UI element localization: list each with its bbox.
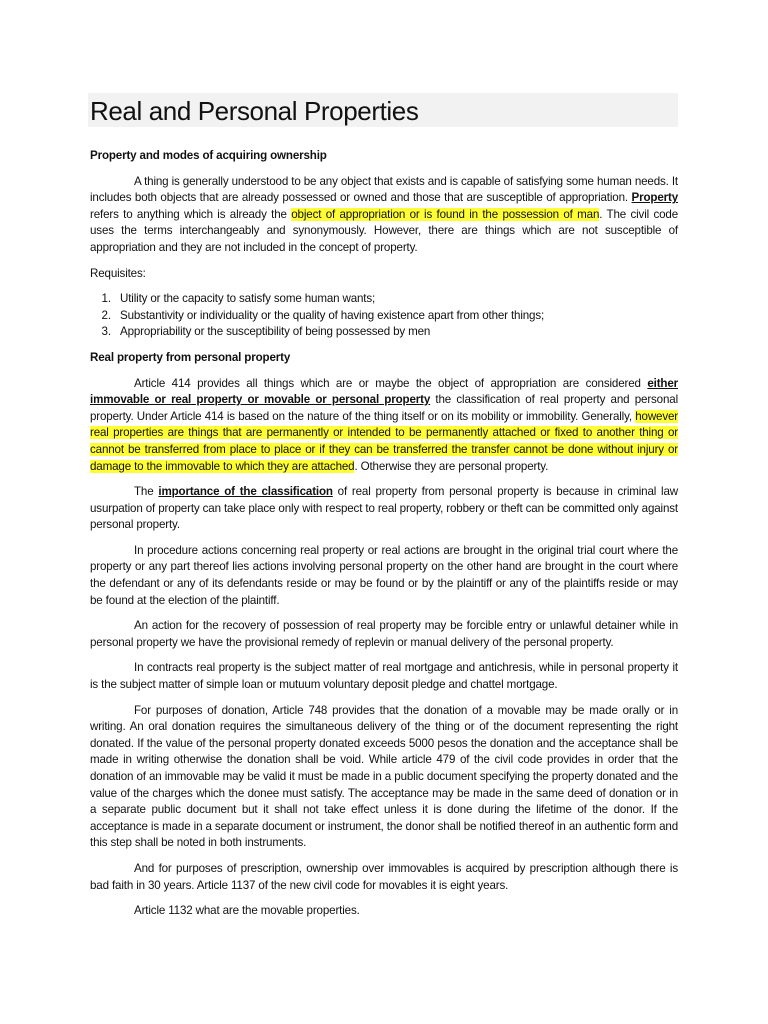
paragraph-article-1132: Article 1132 what are the movable properties.: [134, 904, 360, 918]
requisites-label: Requisites:: [90, 266, 146, 280]
list-item: 2. Substantivity or individuality or the quality of having existence apart from other things;: [114, 308, 678, 325]
section-heading-property: Property and modes of acquiring ownership: [90, 149, 327, 162]
highlighted-text: object of appropriation or is found in the possession of man: [291, 207, 600, 221]
paragraph-recovery: An action for the recovery of possession of real property may be forcible entry or unlawful detainer while in personal property we have the provisional remedy of replevin or manual delivery of the personal property.: [90, 619, 678, 649]
text-run: The: [134, 485, 159, 499]
text-run: of real property from personal property is because in criminal law usurpation of property can take place only with respect to real property, robbery or theft can be committed only against personal property.: [90, 485, 678, 532]
paragraph-contracts: In contracts real property is the subject matter of real mortgage and antichresis, while in personal property it is the subject matter of simple loan or mutuum voluntary deposit pledge and chattel mortgage.: [90, 661, 678, 692]
paragraph-donation: For purposes of donation, Article 748 provides that the donation of a movable may be made orally or in writing. An oral donation requires the simultaneous delivery of the thing or of the document representing the right donated. If the value of the personal property donated exceeds 5000 pesos the donation and the acceptance shall be made in writing otherwise the donation shall be void. While article 479 of the civil code provides in order that the donation of an immovable may be valid it must be made in a public document specifying the property donated and the value of the charges which the donee must satisfy. The acceptance may be made in the same deed of donation or in a separate public document but it shall not take effect unless it is done during the lifetime of the donor. If the acceptance is made in a separate document or instrument, the donor shall be notified thereof in an authentic form and this step shall be noted in both instruments.: [90, 703, 678, 850]
list-item: 3. Appropriability or the susceptibility of being possessed by men: [114, 324, 678, 341]
text-run: refers to anything which is already the: [90, 207, 292, 221]
text-run: the classification of real property and personal property. Under Article 414 is based on the nature of the thing itself or on its mobility or immobility. Generally,: [90, 393, 678, 423]
underlined-term: either immovable or real property or movable or personal property: [90, 376, 678, 407]
paragraph-article-414: [90, 376, 678, 476]
paragraph-procedure: In procedure actions concerning real property or real actions are brought in the original trial court where the property or any part thereof lies actions involving personal property on the other hand are brought in the court where the defendant or any of its defendants reside or may be found or by the plaintiff or any of the plaintiffs reside or may be found at the election of the plaintiff.: [90, 543, 678, 607]
document-title: Real and Personal Properties: [90, 96, 419, 126]
requisites-list: [90, 291, 678, 341]
highlighted-text: however real properties are things that are permanently or intended to be permanently attached or fixed to another thing or cannot be transferred from place to place or if they can be transferred the transfer cannot be done without injury or damage to the immovable to which they are attached: [90, 409, 678, 473]
list-item: 1. Utility or the capacity to satisfy some human wants;: [114, 291, 678, 308]
paragraph-importance: [90, 484, 678, 534]
text-run: . Otherwise they are personal property.: [354, 459, 549, 473]
underlined-term: importance of the classification: [158, 485, 333, 499]
text-run: A thing is generally understood to be any object that exists and is capable of satisfying some human needs. It includes both objects that are already possessed or owned and those that are susceptible of appropriation.: [90, 174, 678, 205]
section-heading-real-property: Real property from personal property: [90, 350, 291, 364]
document-body: [90, 148, 678, 929]
paragraph-prescription: And for purposes of prescription, ownership over immovables is acquired by prescription although there is bad faith in 30 years. Article 1137 of the new civil code for movables it is eight years.: [90, 861, 678, 892]
text-run: Article 414 provides all things which are or maybe the object of appropriation are considered: [134, 376, 648, 390]
underlined-term: Property: [631, 191, 678, 205]
paragraph-thing-definition: [90, 174, 678, 257]
text-run: . The civil code uses the terms interchangeably and synonymously. However, there are things which are not susceptible of appropriation and they are not included in the concept of property.: [90, 207, 678, 254]
